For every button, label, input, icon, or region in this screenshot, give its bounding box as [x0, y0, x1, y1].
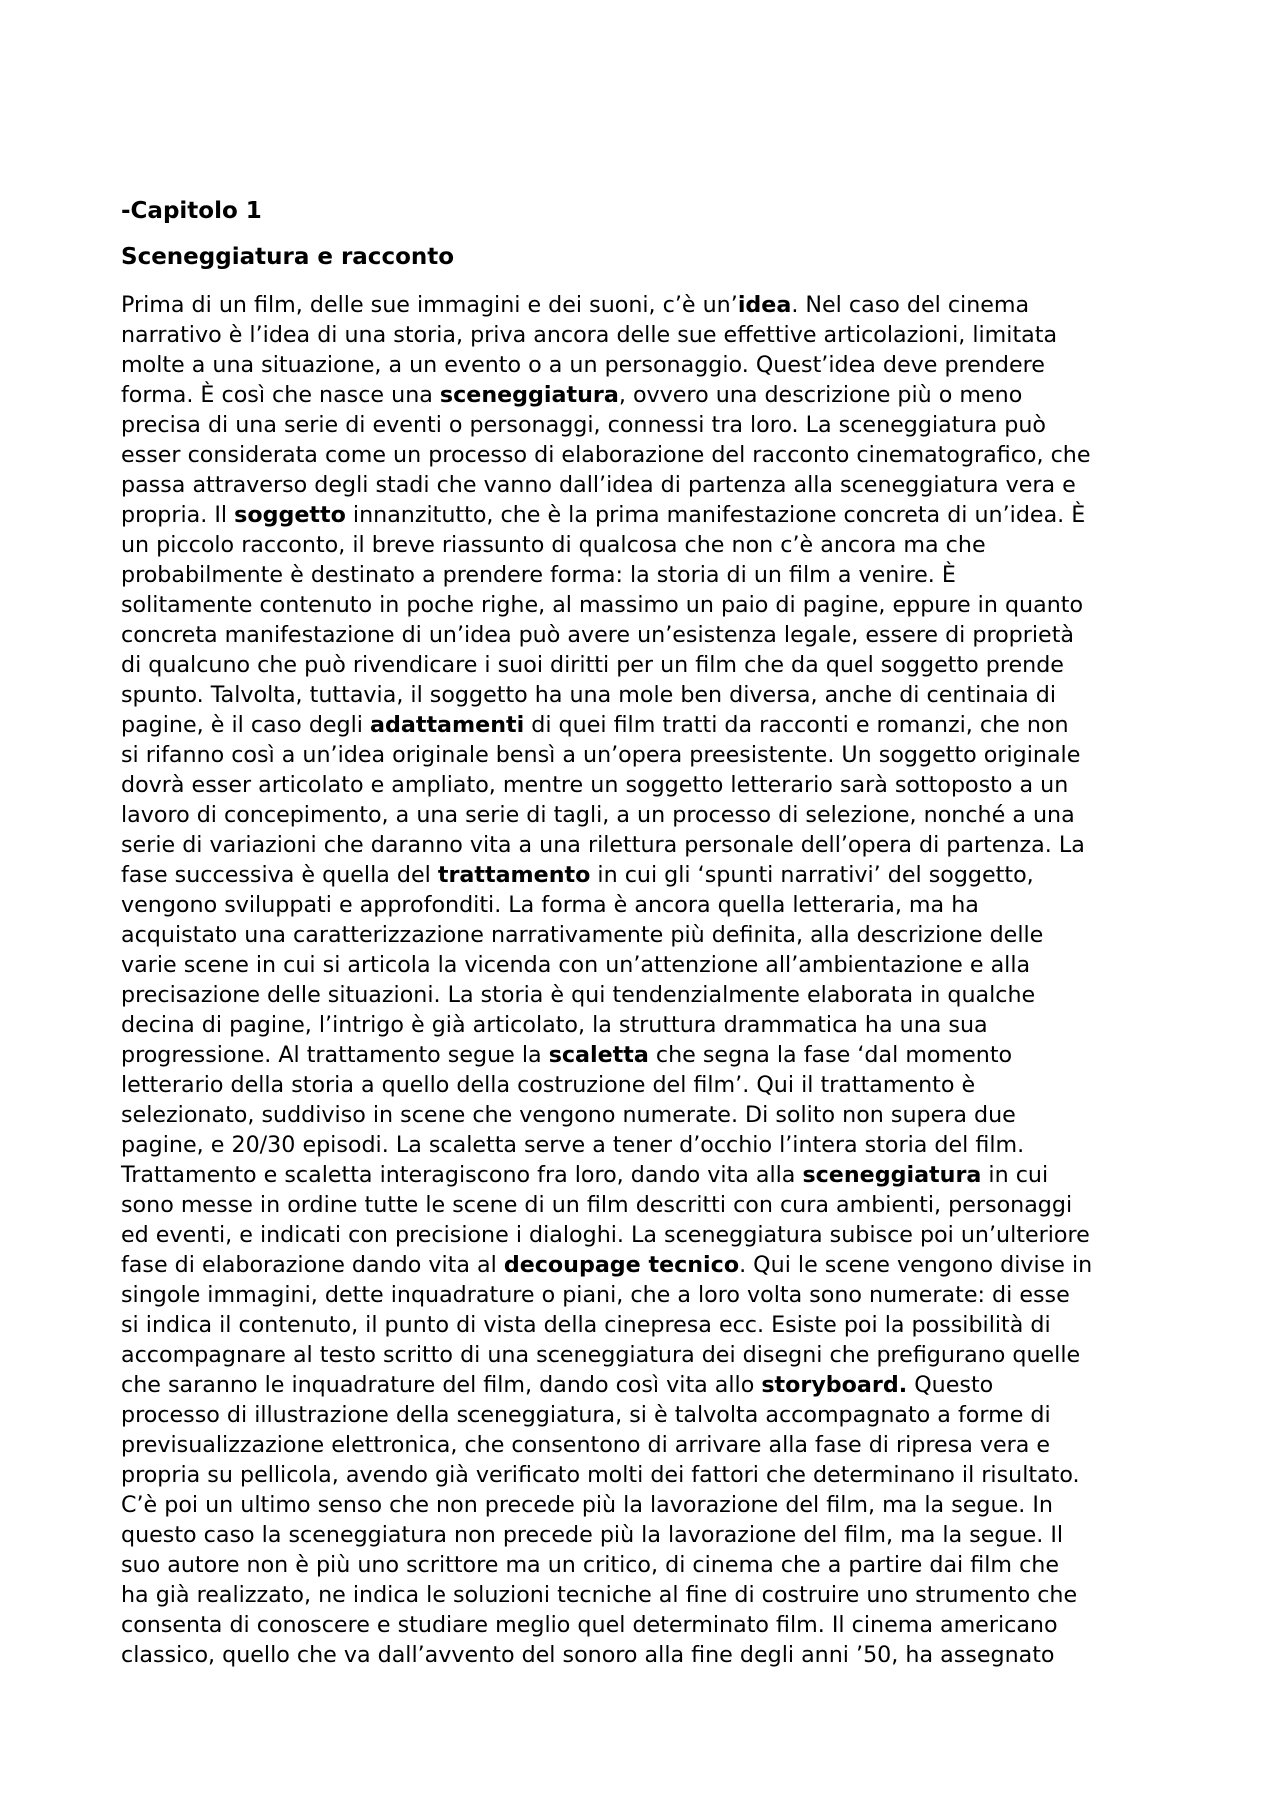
text-run: che saranno le inquadrature del film, dando così vita allo	[121, 1372, 762, 1398]
text-run: probabilmente è destinato a prendere forma: la storia di un film a venire. È	[121, 562, 956, 588]
text-line	[121, 830, 1166, 860]
text-line	[121, 680, 1166, 710]
text-run: Trattamento e scaletta interagiscono fra loro, dando vita alla	[121, 1162, 803, 1188]
text-run: sono messe in ordine tutte le scene di un film descritti con cura ambienti, personaggi	[121, 1192, 1073, 1218]
text-run: singole immagini, dette inquadrature o piani, che a loro volta sono numerate: di esse	[121, 1282, 1070, 1308]
text-line	[121, 440, 1166, 470]
text-run: precisa di una serie di eventi o personaggi, connessi tra loro. La sceneggiatura può	[121, 412, 1046, 438]
text-line	[121, 1010, 1166, 1040]
text-line	[121, 530, 1166, 560]
text-line	[121, 1460, 1166, 1490]
bold-term: storyboard.	[761, 1372, 908, 1398]
text-line	[121, 1490, 1166, 1520]
text-run: dovrà esser articolato e ampliato, mentre un soggetto letterario sarà sottoposto a un	[121, 772, 1069, 798]
bold-term: soggetto	[234, 502, 346, 528]
text-line	[121, 500, 1166, 530]
text-line	[121, 380, 1166, 410]
text-run: vengono sviluppati e approfonditi. La forma è ancora quella letteraria, ma ha	[121, 892, 979, 918]
text-run: si rifanno così a un’idea originale bensì a un’opera preesistente. Un soggetto originale	[121, 742, 1081, 768]
text-run: concreta manifestazione di un’idea può avere un’esistenza legale, essere di proprietà	[121, 622, 1074, 648]
text-run: molte a una situazione, a un evento o a un personaggio. Quest’idea deve prendere	[121, 352, 1045, 378]
text-line	[121, 1130, 1166, 1160]
text-line	[121, 1340, 1166, 1370]
bold-term: idea	[737, 292, 792, 318]
chapter-heading: -Capitolo 1	[121, 198, 262, 224]
text-line	[121, 920, 1166, 950]
text-run: lavoro di concepimento, a una serie di tagli, a un processo di selezione, nonché a una	[121, 802, 1075, 828]
bold-term: trattamento	[437, 862, 591, 888]
text-line	[121, 590, 1166, 620]
text-run: fase di elaborazione dando vita al	[121, 1252, 504, 1278]
text-run: esser considerata come un processo di elaborazione del racconto cinematografico, che	[121, 442, 1091, 468]
text-run: in cui	[981, 1162, 1049, 1188]
text-line	[121, 1400, 1166, 1430]
text-run: Questo	[907, 1372, 994, 1398]
text-line	[121, 1430, 1166, 1460]
text-run: narrativo è l’idea di una storia, priva ancora delle sue effettive articolazioni, limitata	[121, 322, 1058, 348]
section-title: Sceneggiatura e racconto	[121, 244, 455, 270]
text-line	[121, 1220, 1166, 1250]
text-run: . Nel caso del cinema	[791, 292, 1030, 318]
text-line	[121, 1250, 1166, 1280]
text-line	[121, 1280, 1166, 1310]
text-line	[121, 890, 1166, 920]
text-line	[121, 800, 1166, 830]
text-line	[121, 290, 1166, 320]
text-run: suo autore non è più uno scrittore ma un critico, di cinema che a partire dai film che	[121, 1552, 1059, 1578]
text-run: pagine, e 20/30 episodi. La scaletta serve a tener d’occhio l’intera storia del film.	[121, 1132, 1025, 1158]
text-line	[121, 1040, 1166, 1070]
text-line	[121, 470, 1166, 500]
text-line	[121, 1370, 1166, 1400]
text-run: classico, quello che va dall’avvento del sonoro alla fine degli anni ’50, ha assegnato	[121, 1642, 1055, 1668]
text-run: forma. È così che nasce una	[121, 382, 440, 408]
text-line	[121, 1640, 1166, 1670]
text-run: acquistato una caratterizzazione narrativamente più definita, alla descrizione delle	[121, 922, 1044, 948]
text-run: selezionato, suddiviso in scene che vengono numerate. Di solito non supera due	[121, 1102, 1016, 1128]
text-run: in cui gli ‘spunti narrativi’ del soggetto,	[590, 862, 1034, 888]
text-line	[121, 620, 1166, 650]
text-run: ed eventi, e indicati con precisione i dialoghi. La sceneggiatura subisce poi un’ulteriore	[121, 1222, 1090, 1248]
text-line	[121, 1190, 1166, 1220]
text-line	[121, 950, 1166, 980]
bold-term: adattamenti	[370, 712, 525, 738]
text-line	[121, 350, 1166, 380]
text-run: Prima di un film, delle sue immagini e dei suoni, c’è un’	[121, 292, 738, 318]
text-run: solitamente contenuto in poche righe, al massimo un paio di pagine, eppure in quanto	[121, 592, 1084, 618]
text-run: , ovvero una descrizione più o meno	[618, 382, 1023, 408]
text-run: consenta di conoscere e studiare meglio quel determinato film. Il cinema americano	[121, 1612, 1058, 1638]
text-line	[121, 1610, 1166, 1640]
text-run: C’è poi un ultimo senso che non precede più la lavorazione del film, ma la segue. In	[121, 1492, 1053, 1518]
text-line	[121, 860, 1166, 890]
text-line	[121, 320, 1166, 350]
text-run: progressione. Al trattamento segue la	[121, 1042, 549, 1068]
text-run: varie scene in cui si articola la vicenda con un’attenzione all’ambientazione e alla	[121, 952, 1031, 978]
body-paragraph	[121, 290, 1166, 1670]
text-run: precisazione delle situazioni. La storia è qui tendenzialmente elaborata in qualche	[121, 982, 1036, 1008]
text-line	[121, 1070, 1166, 1100]
text-line	[121, 740, 1166, 770]
text-run: propria su pellicola, avendo già verificato molti dei fattori che determinano il risultato.	[121, 1462, 1080, 1488]
text-run: ha già realizzato, ne indica le soluzioni tecniche al fine di costruire uno strumento che	[121, 1582, 1078, 1608]
text-line	[121, 560, 1166, 590]
text-run: accompagnare al testo scritto di una sceneggiatura dei disegni che prefigurano quelle	[121, 1342, 1081, 1368]
bold-term: scaletta	[548, 1042, 649, 1068]
text-run: . Qui le scene vengono divise in	[739, 1252, 1093, 1278]
text-run: un piccolo racconto, il breve riassunto di qualcosa che non c’è ancora ma che	[121, 532, 986, 558]
bold-term: decoupage tecnico	[503, 1252, 740, 1278]
text-run: che segna la fase ‘dal momento	[648, 1042, 1013, 1068]
bold-term: sceneggiatura	[802, 1162, 982, 1188]
text-line	[121, 1100, 1166, 1130]
text-line	[121, 410, 1166, 440]
text-run: di qualcuno che può rivendicare i suoi diritti per un film che da quel soggetto prende	[121, 652, 1064, 678]
text-run: decina di pagine, l’intrigo è già articolato, la struttura drammatica ha una sua	[121, 1012, 988, 1038]
text-line	[121, 1160, 1166, 1190]
text-line	[121, 1580, 1166, 1610]
text-line	[121, 1550, 1166, 1580]
text-run: spunto. Talvolta, tuttavia, il soggetto ha una mole ben diversa, anche di centinaia di	[121, 682, 1057, 708]
text-run: passa attraverso degli stadi che vanno dall’idea di partenza alla sceneggiatura vera e	[121, 472, 1076, 498]
text-run: serie di variazioni che daranno vita a una rilettura personale dell’opera di partenza. La	[121, 832, 1085, 858]
text-run: si indica il contenuto, il punto di vista della cinepresa ecc. Esiste poi la possibilità di	[121, 1312, 1051, 1338]
text-run: di quei film tratti da racconti e romanzi, che non	[524, 712, 1069, 738]
text-run: questo caso la sceneggiatura non precede più la lavorazione del film, ma la segue. Il	[121, 1522, 1064, 1548]
text-run: pagine, è il caso degli	[121, 712, 371, 738]
text-line	[121, 650, 1166, 680]
text-line	[121, 980, 1166, 1010]
text-run: letterario della storia a quello della costruzione del film’. Qui il trattamento è	[121, 1072, 976, 1098]
text-line	[121, 1310, 1166, 1340]
text-line	[121, 710, 1166, 740]
text-line	[121, 770, 1166, 800]
text-run: propria. Il	[121, 502, 235, 528]
text-run: processo di illustrazione della sceneggiatura, si è talvolta accompagnato a forme di	[121, 1402, 1051, 1428]
text-line	[121, 1520, 1166, 1550]
text-run: fase successiva è quella del	[121, 862, 438, 888]
bold-term: sceneggiatura	[439, 382, 619, 408]
text-run: innanzitutto, che è la prima manifestazione concreta di un’idea. È	[345, 502, 1086, 528]
text-run: previsualizzazione elettronica, che consentono di arrivare alla fase di ripresa vera e	[121, 1432, 1051, 1458]
